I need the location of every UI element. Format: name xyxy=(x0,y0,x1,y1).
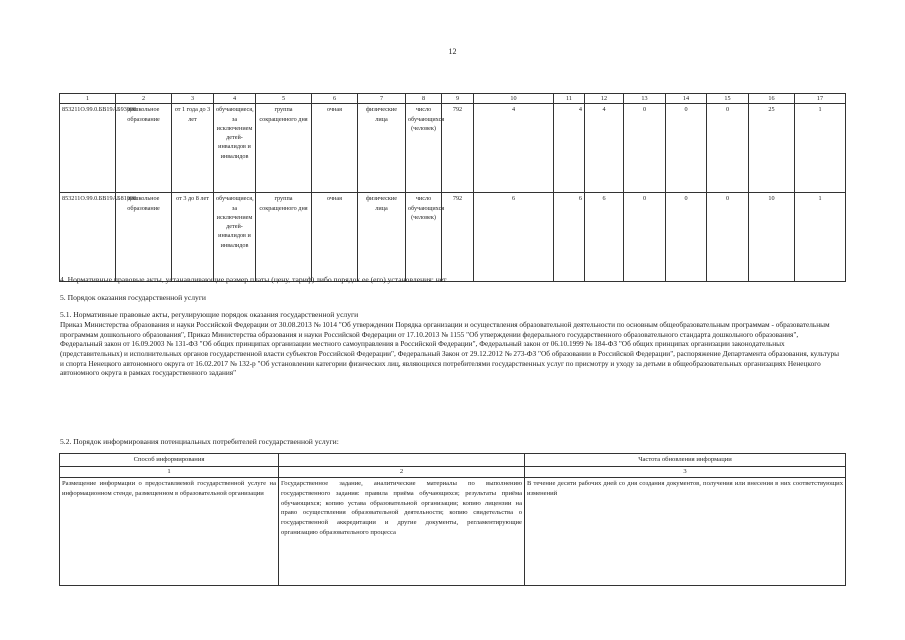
header-cell: 1 xyxy=(60,94,116,104)
content-cell: физические лица xyxy=(358,104,406,193)
header-cell: 16 xyxy=(749,94,795,104)
header-cell: 14 xyxy=(666,94,707,104)
value-cell: 25 xyxy=(749,104,795,193)
content-cell: дошкольное образование xyxy=(116,104,172,193)
registry-code-cell: 853211О.99.0.БВ19АБ93000 xyxy=(60,104,116,193)
content-cell: очная xyxy=(312,104,358,193)
content-cell: группа сокращенного дня xyxy=(256,193,312,282)
column-number: 1 xyxy=(60,466,279,477)
table-header-row xyxy=(60,454,846,467)
value-cell: 4 xyxy=(474,104,554,193)
header-cell: 8 xyxy=(406,94,442,104)
header-cell: 4 xyxy=(214,94,256,104)
value-cell: 4 xyxy=(585,104,624,193)
header-cell: 13 xyxy=(624,94,666,104)
content-cell: от 1 года до 3 лет xyxy=(172,104,214,193)
page-number: 12 xyxy=(448,47,457,56)
value-cell: 0 xyxy=(624,104,666,193)
column-number: 3 xyxy=(525,466,846,477)
value-cell: 0 xyxy=(666,193,707,282)
section-5-2-heading: 5.2. Порядок информирования потенциальных потребителей государственной услуги: xyxy=(60,437,339,446)
table-header-row xyxy=(60,94,846,104)
okei-cell: 792 xyxy=(442,193,474,282)
header-cell xyxy=(279,454,525,467)
okei-cell: 792 xyxy=(442,104,474,193)
content-cell: обучающиеся, за исключением детей-инвалидов и инвалидов xyxy=(214,193,256,282)
content-cell: Государственное задание, аналитические материалы по выполнению государственного задания: правила приёма обучающихся; результаты приёма обучающихся; копию устава образовательной организации; копию лицензии на право осуществления образовательной деятельности; копию свидетельства о государственной аккредитации и другие документы, регламентирующие организацию образовательного процесса xyxy=(279,477,525,585)
section-5-1-heading: 5.1. Нормативные правовые акты, регулирующие порядок оказания государственной услуги xyxy=(60,310,359,319)
header-cell: Частота обновления информации xyxy=(525,454,846,467)
value-cell: 1 xyxy=(795,193,846,282)
content-cell: число обучающихся (человек) xyxy=(406,193,442,282)
legal-acts-text: Приказ Министерства образования и науки Российской Федерации от 30.08.2013 № 1014 "Об утверждении Порядка организации и осуществления образовательной деятельности по основным общеобразовательным программам - образовательным программам дошкольного образования", Приказ Министерства образования и науки Российской Федерации от 17.10.2013 № 1155 "Об утверждении федерального государственного образовательного стандарта дошкольного образования", Федеральный закон от 16.09.2003 № 131-ФЗ "Об общих принципах организации местного самоуправления в Российской Федерации", Федеральный закон от 06.10.1999 № 184-ФЗ "Об общих принципах организации законодательных (представительных) и исполнительных органов государственной власти субъектов Российской Федерации", Федеральный Закон от 29.12.2012 № 273-ФЗ "Об образовании в Российской Федерации", распоряжение Департамента образования, культуры и спорта Ненецкого автономного округа от 16.02.2017 № 132-р "Об установлении категории физических лиц, являющихся потребителями государственных услуг по присмотру и уходу за детьми в общеобразовательных организациях Ненецкого автономного округа в рамках государственного задания" xyxy=(60,320,840,378)
header-cell: 5 xyxy=(256,94,312,104)
frequency-cell: В течение десяти рабочих дней со дня создания документов, получения или внесения в них соответствующих изменений xyxy=(525,477,846,585)
section-5-heading: 5. Порядок оказания государственной услуги xyxy=(60,293,206,302)
header-cell: 10 xyxy=(474,94,554,104)
table-row xyxy=(60,477,846,585)
content-cell: дошкольное образование xyxy=(116,193,172,282)
content-cell: физические лица xyxy=(358,193,406,282)
table-row xyxy=(60,193,846,282)
value-cell: 6 xyxy=(554,193,585,282)
value-cell: 6 xyxy=(585,193,624,282)
method-cell: Размещение информации о предоставляемой государственной услуге на информационном стенде, размещенном в образовательной организации xyxy=(60,477,279,585)
content-cell: от 3 до 8 лет xyxy=(172,193,214,282)
table-row xyxy=(60,104,846,193)
header-cell: 6 xyxy=(312,94,358,104)
indicators-table xyxy=(59,93,846,282)
value-cell: 0 xyxy=(624,193,666,282)
value-cell: 6 xyxy=(474,193,554,282)
content-cell: обучающиеся, за исключением детей-инвалидов и инвалидов xyxy=(214,104,256,193)
content-cell: очная xyxy=(312,193,358,282)
registry-code-cell: 853211О.99.0.БВ19АБ81000 xyxy=(60,193,116,282)
header-cell: 9 xyxy=(442,94,474,104)
content-cell: группа сокращенного дня xyxy=(256,104,312,193)
value-cell: 0 xyxy=(666,104,707,193)
header-cell: 3 xyxy=(172,94,214,104)
column-number: 2 xyxy=(279,466,525,477)
section-4-text: 4. Нормативные правовые акты, устанавливающие размер платы (цену, тариф) либо порядок ее (его) установления: нет xyxy=(60,275,447,284)
column-number-row xyxy=(60,466,846,477)
header-cell: Способ информирования xyxy=(60,454,279,467)
header-cell: 2 xyxy=(116,94,172,104)
header-cell: 7 xyxy=(358,94,406,104)
value-cell: 4 xyxy=(554,104,585,193)
value-cell: 0 xyxy=(707,104,749,193)
header-cell: 12 xyxy=(585,94,624,104)
value-cell: 1 xyxy=(795,104,846,193)
value-cell: 0 xyxy=(707,193,749,282)
header-cell: 17 xyxy=(795,94,846,104)
header-cell: 11 xyxy=(554,94,585,104)
informing-table xyxy=(59,453,846,586)
header-cell: 15 xyxy=(707,94,749,104)
content-cell: число обучающихся (человек) xyxy=(406,104,442,193)
value-cell: 10 xyxy=(749,193,795,282)
